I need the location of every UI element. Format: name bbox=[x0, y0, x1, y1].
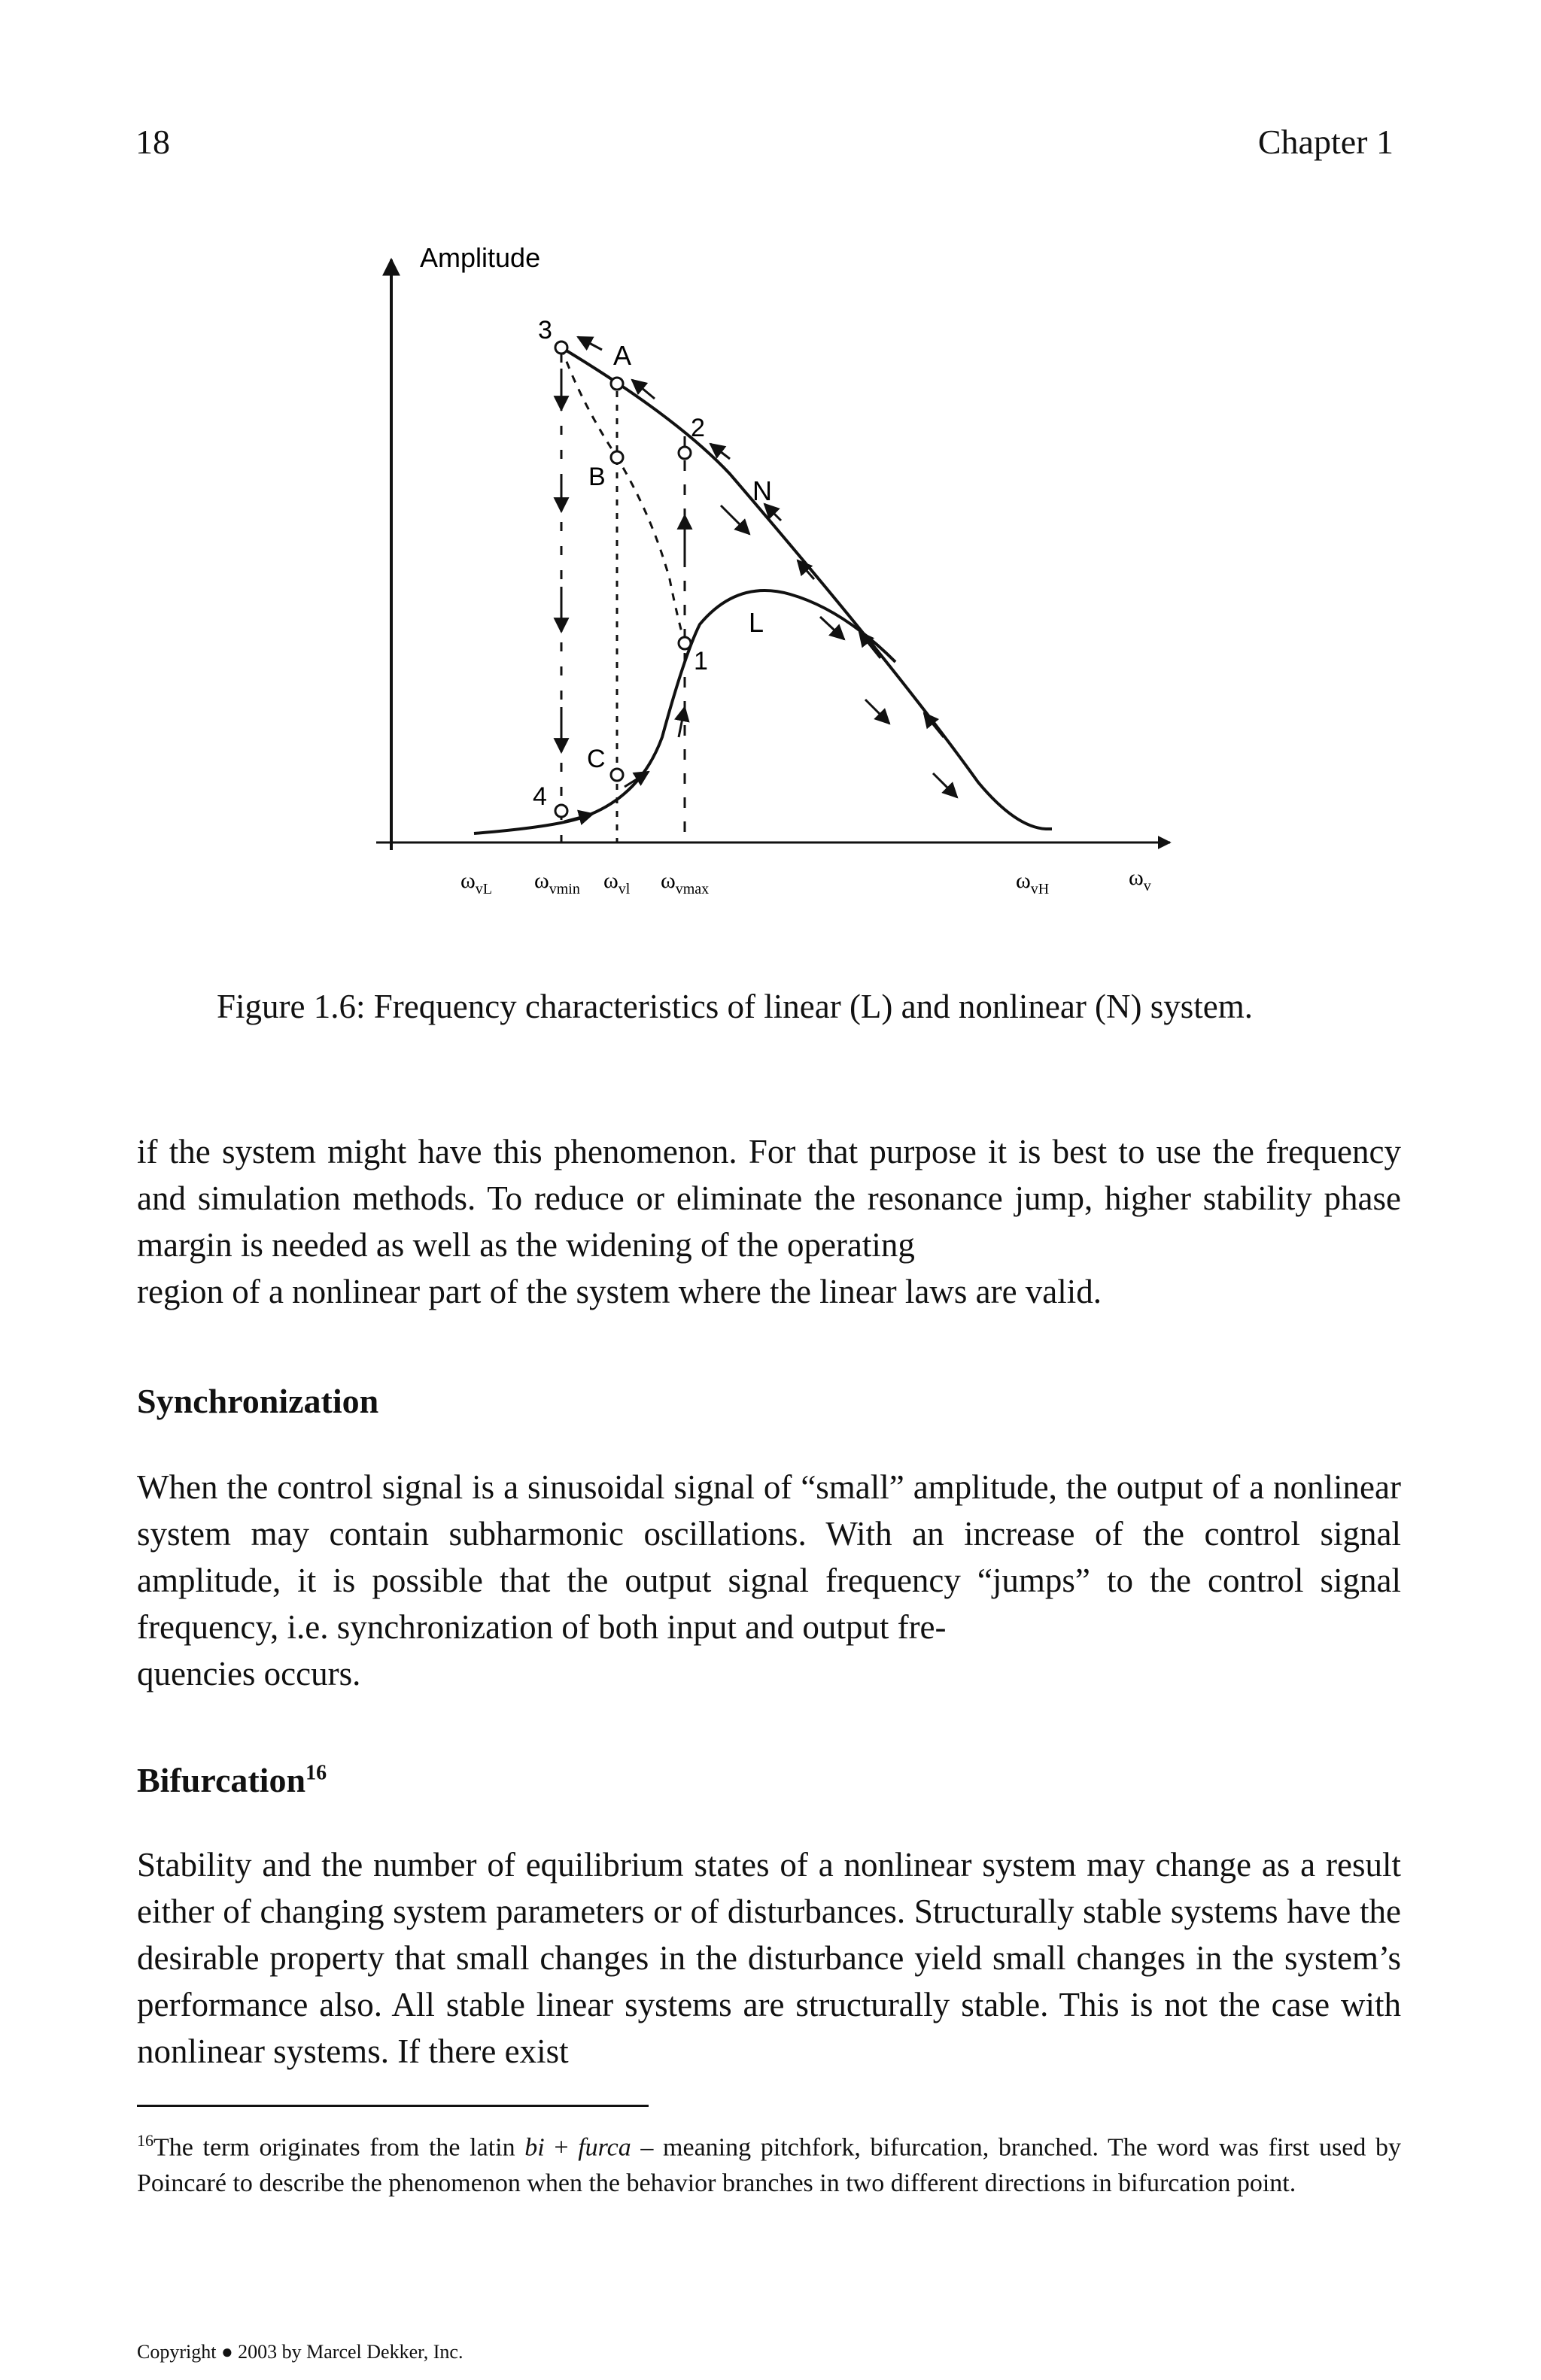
footnote-text: The term originates from the latin bbox=[153, 2133, 525, 2162]
footnote-term: bi bbox=[524, 2133, 545, 2162]
paragraph-last-line: quencies occurs. bbox=[137, 1655, 361, 1692]
footnote-16 bbox=[137, 2123, 1401, 2202]
footnote-ref: 16 bbox=[305, 1761, 327, 1785]
paragraph-resonance bbox=[137, 1128, 1401, 1315]
heading-text: Bifurcation bbox=[137, 1761, 306, 1799]
frequency-characteristics-figure bbox=[354, 226, 1211, 918]
label-point-c: C bbox=[587, 745, 606, 773]
tick-label-wvl1: $\omega_{vl}$ bbox=[603, 868, 631, 897]
section-heading-bifurcation bbox=[137, 1760, 327, 1800]
paragraph-text: Stability and the number of equilibrium states of a nonlinear system may change as a result either of changing system parameters or of disturbances. Structurally stable systems have the desirable property that small changes in the disturbance yield small changes in the system’s performance also. All stable linear systems are structurally stable. This is not the case with nonlinear systems. If there exist bbox=[137, 1846, 1401, 2070]
label-point-1: 1 bbox=[694, 647, 708, 675]
point-b bbox=[611, 451, 623, 463]
label-point-4: 4 bbox=[533, 782, 547, 811]
label-point-2: 2 bbox=[691, 414, 705, 442]
footnote-divider bbox=[137, 2105, 649, 2107]
point-a bbox=[611, 378, 623, 390]
footnote-text: – meaning pitchfork, bifurcation, branched. The word was first used by Poincaré to describe the phenomenon when the behavior branches in two different directions in bifurcation point. bbox=[137, 2133, 1401, 2198]
tick-label-wvmin: $\omega_{vmin}$ bbox=[534, 868, 580, 897]
paragraph-text: if the system might have this phenomenon. For that purpose it is best to use the frequency and simulation methods. To reduce or eliminate the resonance jump, higher stability phase margin is needed as well as the widening of the operating bbox=[137, 1133, 1401, 1264]
footnote-plus: + bbox=[544, 2133, 579, 2162]
label-point-b: B bbox=[588, 463, 606, 491]
direction-arrow bbox=[820, 617, 844, 639]
page-number: 18 bbox=[135, 123, 170, 161]
point-4 bbox=[555, 805, 567, 817]
direction-arrow bbox=[865, 700, 889, 724]
direction-arrow bbox=[625, 772, 649, 787]
running-header-chapter: Chapter 1 bbox=[1257, 123, 1394, 161]
label-curve-l: L bbox=[749, 607, 764, 638]
section-heading-synchronization: Synchronization bbox=[137, 1382, 379, 1420]
paragraph-text: When the control signal is a sinusoidal signal of “small” amplitude, the output of a nonlinear system may contain subharmonic oscillations. With an increase of the control signal amplitude, it is possible that the output signal frequency “jumps” to the control signal frequency, i.e. synchronization of both input and output fre- bbox=[137, 1468, 1401, 1646]
nonlinear-curve-n bbox=[561, 348, 1052, 829]
direction-arrow bbox=[933, 773, 957, 797]
label-point-3: 3 bbox=[538, 316, 552, 345]
label-curve-n: N bbox=[752, 475, 772, 506]
footnote-term: furca bbox=[578, 2133, 631, 2162]
footnote-number: 16 bbox=[137, 2131, 153, 2150]
tick-label-wvh: $\omega_{vH}$ bbox=[1016, 868, 1050, 897]
paragraph-bifurcation bbox=[137, 1841, 1401, 2075]
tick-label-wv: $\omega_v$ bbox=[1129, 865, 1151, 894]
direction-arrow bbox=[721, 505, 749, 534]
paragraph-synchronization bbox=[137, 1464, 1401, 1697]
label-point-a: A bbox=[613, 340, 632, 371]
point-3 bbox=[555, 342, 567, 354]
paragraph-last-line: region of a nonlinear part of the system where the linear laws are valid. bbox=[137, 1273, 1102, 1310]
point-c bbox=[611, 769, 623, 781]
unstable-branch-dashed bbox=[561, 348, 685, 643]
tick-label-wvmax: $\omega_{vmax}$ bbox=[661, 868, 710, 897]
figure-caption: Figure 1.6: Frequency characteristics of linear (L) and nonlinear (N) system. bbox=[217, 988, 1254, 1025]
point-1 bbox=[679, 637, 691, 649]
direction-arrow bbox=[564, 814, 593, 821]
y-axis-label: Amplitude bbox=[420, 242, 541, 273]
tick-label-wvl: $\omega_{vL}$ bbox=[460, 868, 492, 897]
point-2 bbox=[679, 447, 691, 459]
copyright-notice: Copyright ● 2003 by Marcel Dekker, Inc. bbox=[137, 2341, 464, 2363]
direction-arrow bbox=[578, 337, 602, 350]
direction-arrow bbox=[924, 713, 944, 737]
